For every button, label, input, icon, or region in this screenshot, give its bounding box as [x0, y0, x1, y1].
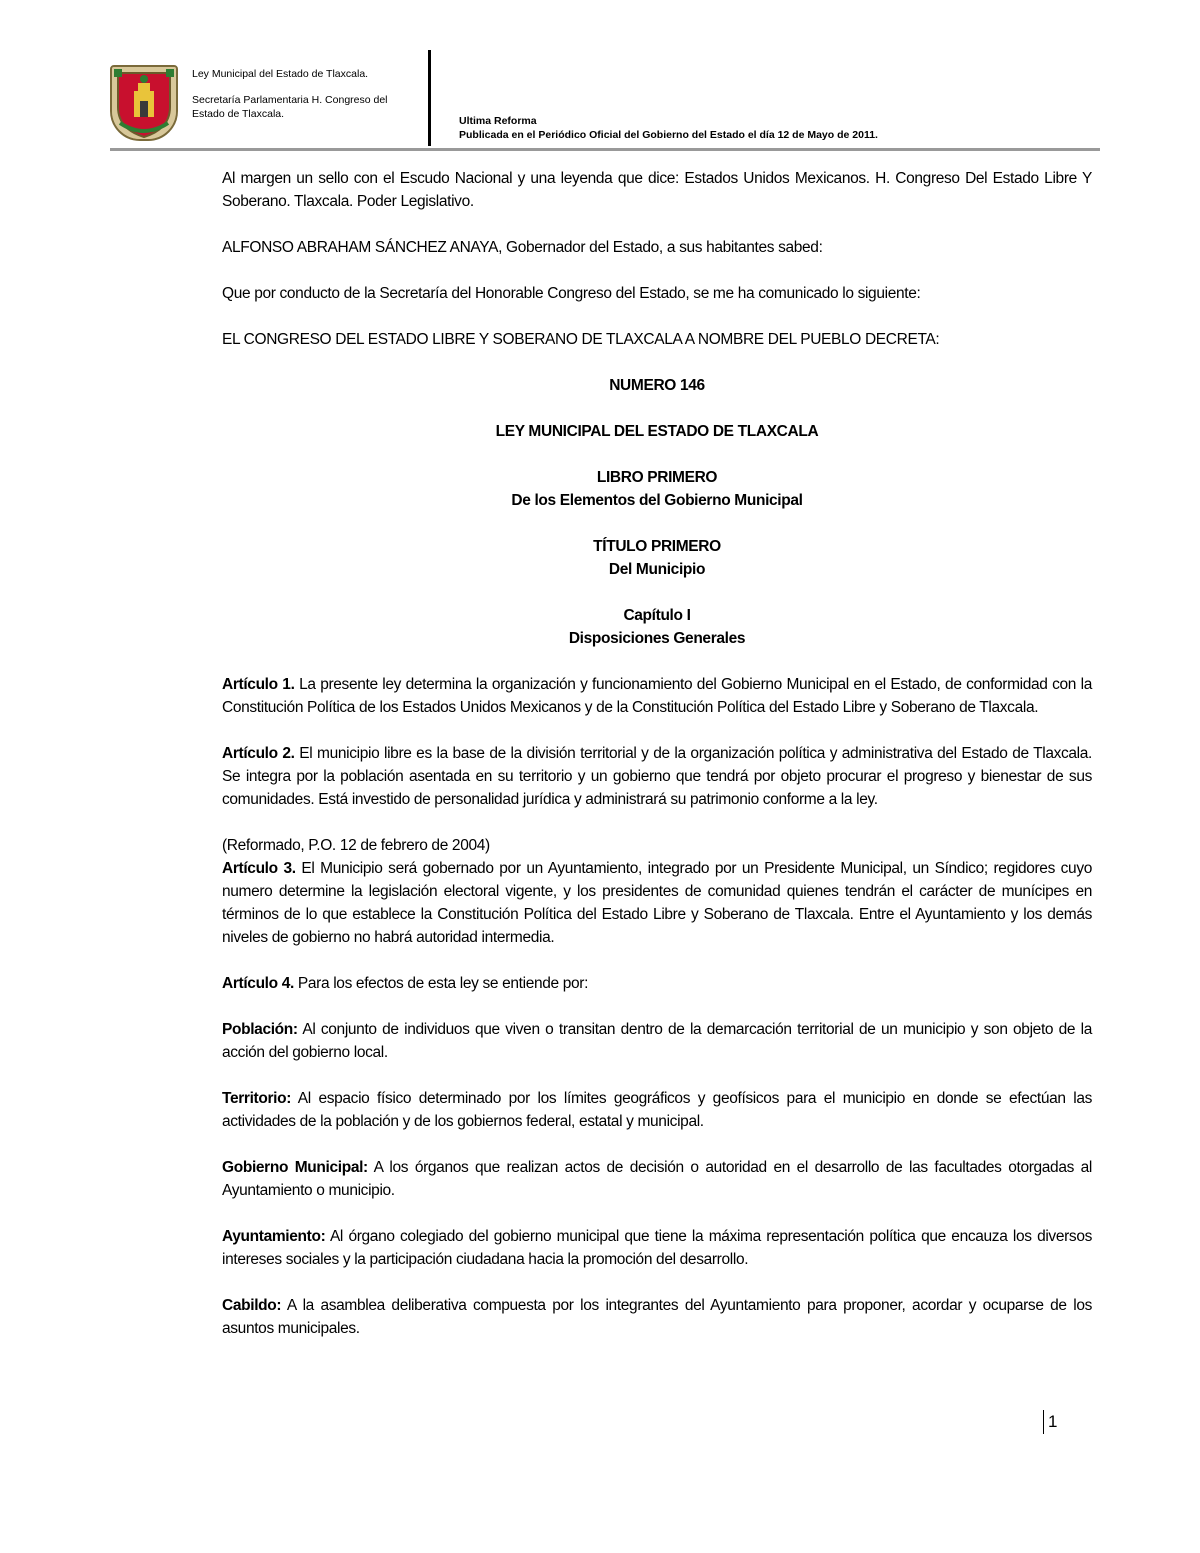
header-publication: Publicada en el Periódico Oficial del Gobierno del Estado el día 12 de Mayo de 2011. [459, 129, 878, 141]
reform-note: (Reformado, P.O. 12 de febrero de 2004) [222, 837, 490, 854]
header-rule [110, 148, 1100, 151]
definition-term: Gobierno Municipal: [222, 1159, 368, 1176]
article-1 [222, 673, 1092, 719]
definition-gobierno-municipal [222, 1156, 1092, 1202]
article-2-text: El municipio libre es la base de la división territorial y de la organización política y administrativa del Estado de Tlaxcala. Se integra por la población asentada en su territorio y un gobierno que tendrá por objeto procurar el progreso y bienestar de sus comunidades. Está investido de personalidad jurídica y administrará su patrimonio conforme a la ley. [222, 745, 1092, 808]
definition-cabildo [222, 1294, 1092, 1340]
definition-term: Ayuntamiento: [222, 1228, 326, 1245]
article-3 [222, 857, 1092, 949]
document-body [222, 167, 1092, 1363]
intro-paragraph-3: Que por conducto de la Secretaría del Honorable Congreso del Estado, se me ha comunicado lo siguiente: [222, 285, 921, 302]
header-secretariat: Secretaría Parlamentaria H. Congreso del Estado de Tlaxcala. [192, 94, 388, 120]
page-number: 1 [1043, 1410, 1057, 1434]
book-subheading: De los Elementos del Gobierno Municipal [511, 492, 803, 509]
decree-number: NUMERO 146 [609, 377, 705, 394]
page-header [110, 50, 1100, 154]
article-1-label: Artículo 1. [222, 676, 295, 693]
header-right-text [459, 114, 1099, 142]
definition-term: Territorio: [222, 1090, 292, 1107]
header-law-title: Ley Municipal del Estado de Tlaxcala. [192, 68, 369, 80]
article-3-text: El Municipio será gobernado por un Ayuntamiento, integrado por un Presidente Municipal, un Síndico; regidores cuyo numero determine la legislación electoral vigente, y los presidentes de comunidad quienes tendrán el carácter de munícipes en términos de lo que establece la Constitución Política del Estado Libre y Soberano de Tlaxcala. Entre el Ayuntamiento y los demás niveles de gobierno no habrá autoridad intermedia. [222, 860, 1092, 946]
header-left-text [192, 67, 422, 121]
article-3-label: Artículo 3. [222, 860, 296, 877]
definition-poblacion [222, 1018, 1092, 1064]
article-2 [222, 742, 1092, 811]
definition-ayuntamiento [222, 1225, 1092, 1271]
definition-territorio [222, 1087, 1092, 1133]
header-last-reform: Ultima Reforma [459, 115, 537, 127]
definition-term: Población: [222, 1021, 298, 1038]
book-heading: LIBRO PRIMERO [596, 469, 718, 486]
chapter-heading: Capítulo I [623, 607, 691, 624]
article-2-label: Artículo 2. [222, 745, 295, 762]
intro-paragraph-2: ALFONSO ABRAHAM SÁNCHEZ ANAYA, Gobernador del Estado, a sus habitantes sabed: [222, 239, 823, 256]
definition-text: Al órgano colegiado del gobierno municipal que tiene la máxima representación política que encauza los diversos intereses sociales y la participación ciudadana hacia la promoción del desarrollo. [222, 1228, 1092, 1268]
article-4 [222, 972, 1092, 995]
article-1-text: La presente ley determina la organización y funcionamiento del Gobierno Municipal en el Estado, de conformidad con la Constitución Política de los Estados Unidos Mexicanos y de la Constitución Política del Estado Libre y Soberano de Tlaxcala. [222, 676, 1092, 716]
article-4-text: Para los efectos de esta ley se entiende por: [293, 975, 589, 992]
chapter-subheading: Disposiciones Generales [568, 630, 746, 647]
header-divider [428, 50, 431, 146]
article-4-label: Artículo 4. [222, 975, 294, 992]
law-title: LEY MUNICIPAL DEL ESTADO DE TLAXCALA [495, 423, 819, 440]
title-heading: TÍTULO PRIMERO [593, 538, 721, 555]
definition-term: Cabildo: [222, 1297, 282, 1314]
definition-text: Al conjunto de individuos que viven o transitan dentro de la demarcación territorial de un municipio y son objeto de la acción del gobierno local. [222, 1021, 1092, 1061]
definition-text: A los órganos que realizan actos de decisión o autoridad en el desarrollo de las facultades otorgadas al Ayuntamiento o municipio. [222, 1159, 1093, 1199]
title-subheading: Del Municipio [608, 561, 706, 578]
definition-text: A la asamblea deliberativa compuesta por los integrantes del Ayuntamiento para proponer, acordar y ocuparse de los asuntos municipales. [222, 1297, 1092, 1337]
intro-paragraph-4: EL CONGRESO DEL ESTADO LIBRE Y SOBERANO DE TLAXCALA A NOMBRE DEL PUEBLO DECRETA: [222, 331, 940, 348]
intro-paragraph-1: Al margen un sello con el Escudo Nacional y una leyenda que dice: Estados Unidos Mexicanos. H. Congreso Del Estado Libre Y Soberano. Tlaxcala. Poder Legislativo. [222, 170, 1092, 210]
tlaxcala-coat-of-arms-logo [110, 65, 178, 141]
definition-text: Al espacio físico determinado por los límites geográficos y geofísicos para el municipio en donde se efectúan las actividades de la población y de los gobiernos federal, estatal y municipal. [222, 1090, 1092, 1130]
